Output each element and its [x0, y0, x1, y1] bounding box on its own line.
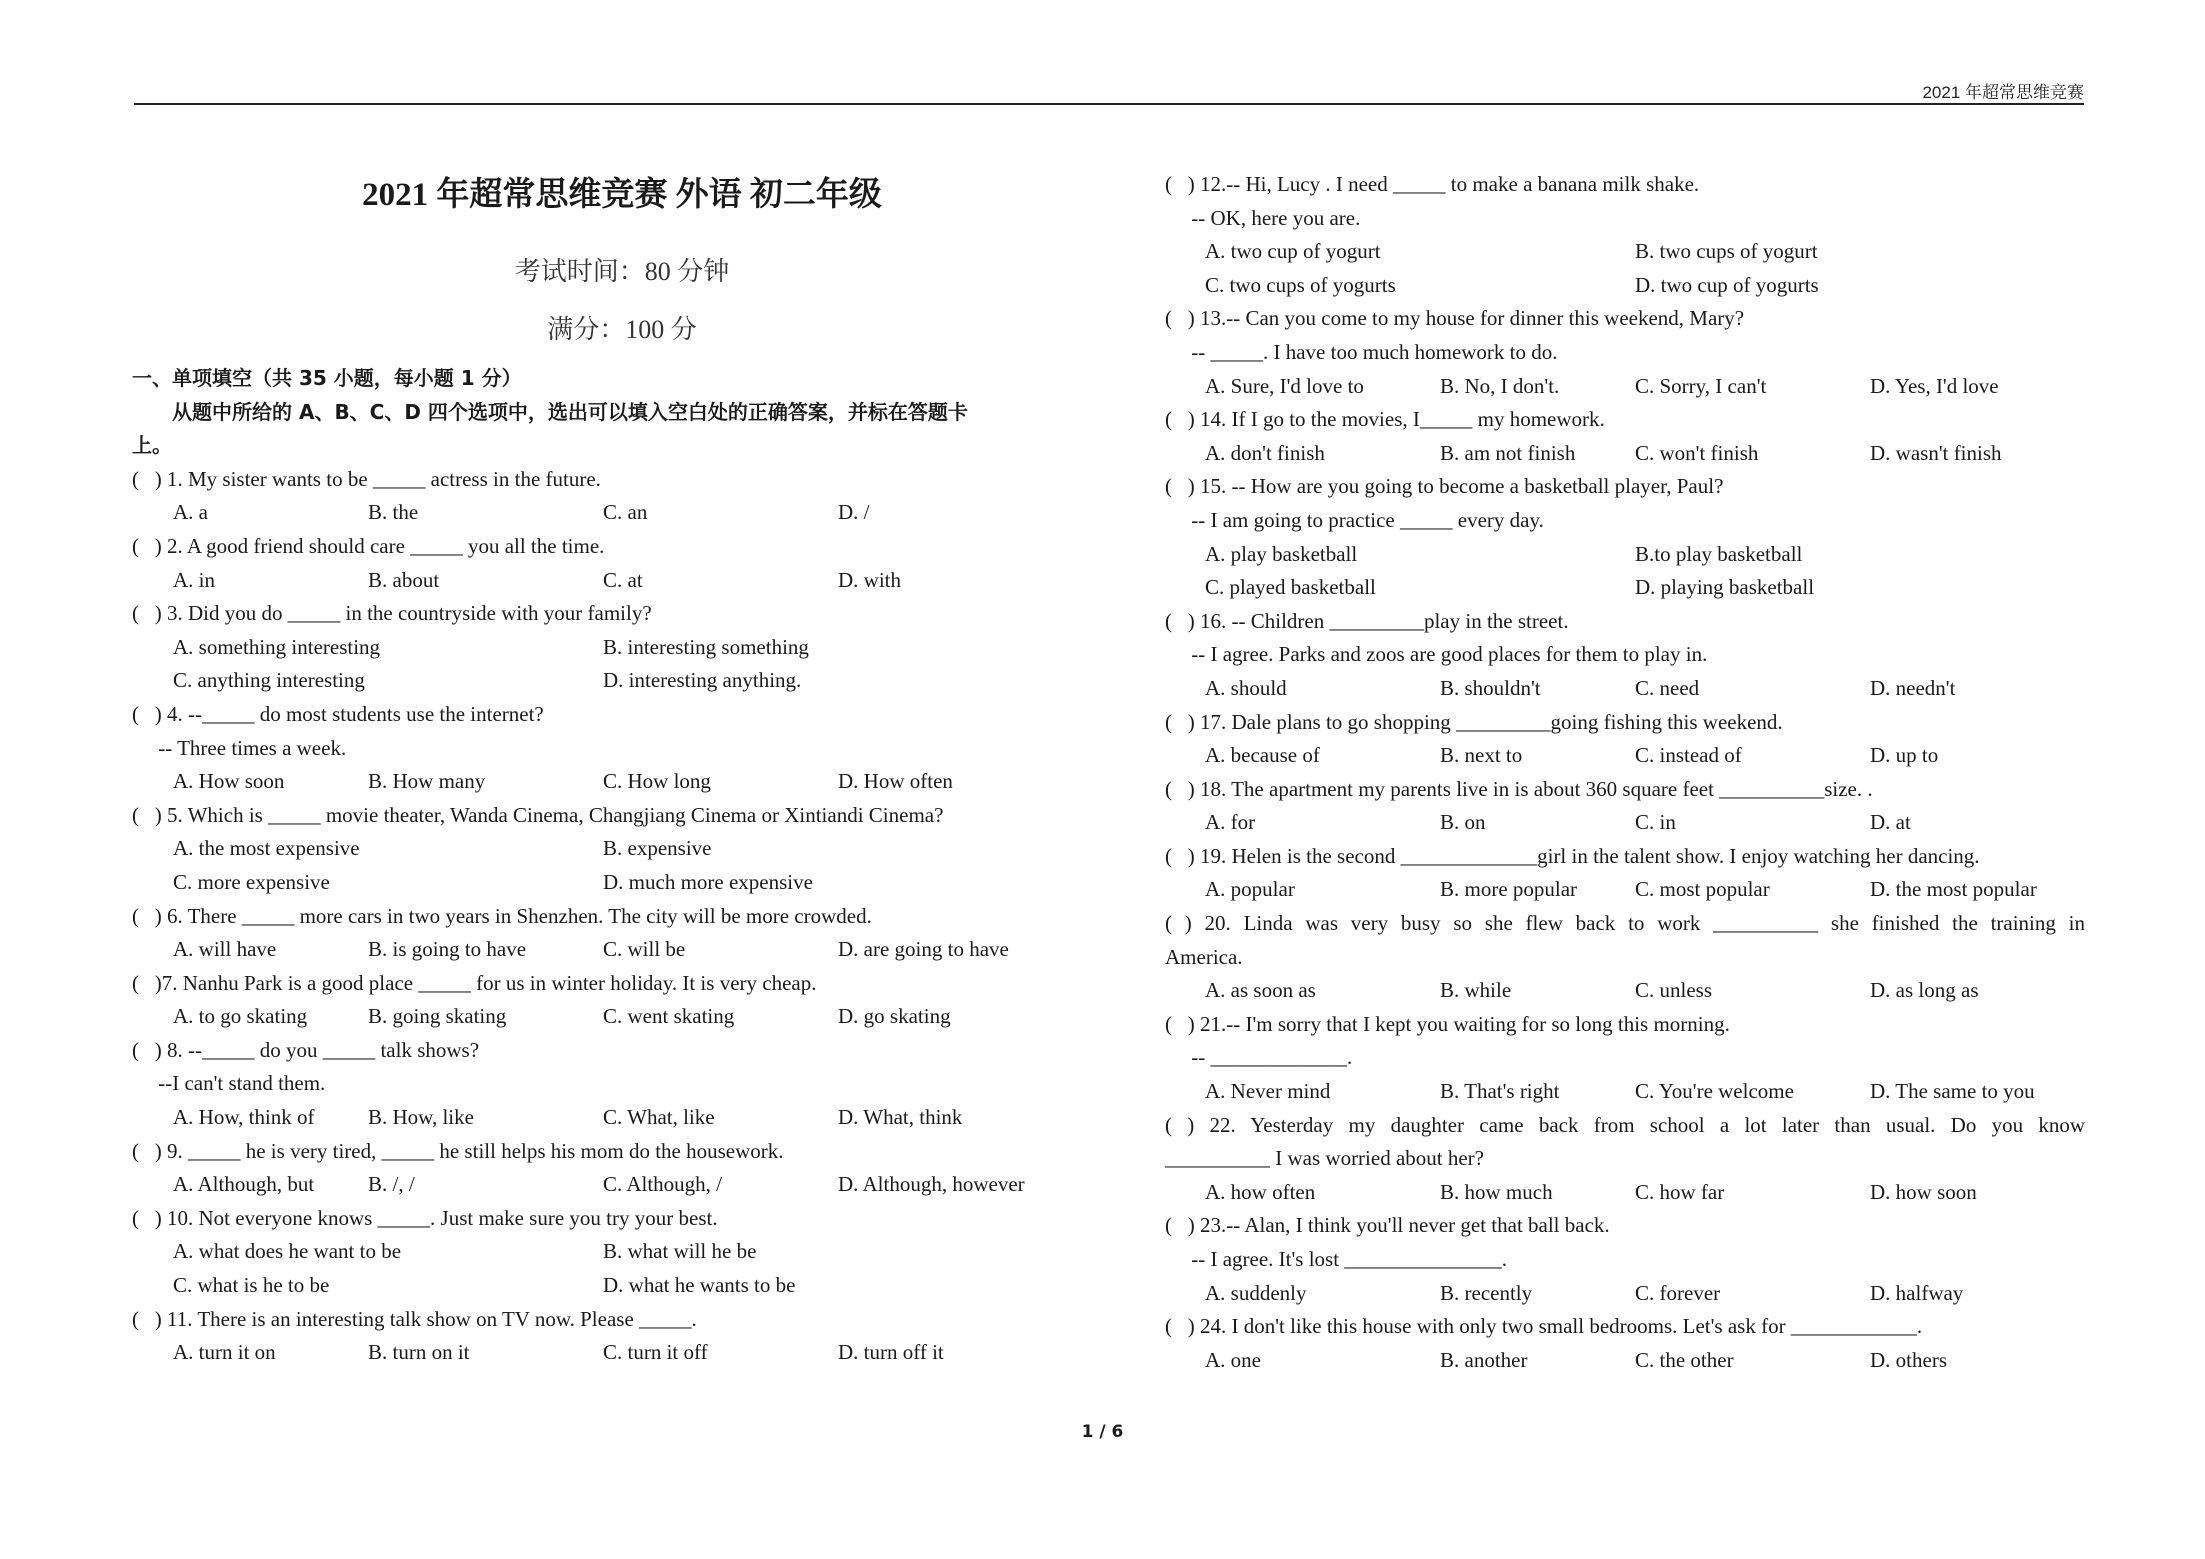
answer-option: B. next to	[1440, 743, 1523, 768]
answer-option: C. more expensive	[173, 869, 330, 894]
answer-option: D. The same to you	[1870, 1079, 2035, 1104]
section-heading: 一、单项填空（共 35 小题，每小题 1 分）	[132, 366, 522, 390]
answer-option: B. another	[1440, 1347, 1528, 1372]
left-column	[132, 168, 1062, 1370]
question-item	[132, 1202, 1062, 1303]
question-item	[132, 1135, 1062, 1202]
answer-option: A. Although, but	[173, 1172, 315, 1197]
answer-option: D. wasn't finish	[1870, 440, 2002, 465]
question-stem: ( ) 20. Linda was very busy so she flew back to work __________ she finished the training in	[1165, 911, 2085, 936]
question-item	[132, 698, 1062, 799]
answer-option: A. two cup of yogurt	[1205, 239, 1381, 264]
answer-option: D. /	[838, 500, 870, 525]
answer-option: C. won't finish	[1635, 440, 1759, 465]
answer-option: D. interesting anything.	[603, 668, 802, 693]
answer-option: A. one	[1205, 1347, 1261, 1372]
exam-score: 满分：100 分	[547, 315, 697, 344]
question-stem: ( ) 12.-- Hi, Lucy . I need _____ to make a banana milk shake.	[1165, 172, 1700, 196]
answer-option: C. an	[603, 500, 648, 525]
running-header: 2021 年超常思维竞赛	[1922, 83, 2084, 102]
answer-option: C. anything interesting	[173, 668, 365, 693]
answer-option: C. most popular	[1635, 877, 1770, 902]
answer-option: D. Although, however	[838, 1172, 1025, 1197]
option-row	[1165, 235, 2085, 269]
question-dialogue-line: --I can't stand them.	[132, 1071, 326, 1096]
answer-option: D. needn't	[1870, 675, 1956, 700]
question-dialogue-line: -- OK, here you are.	[1165, 205, 1361, 230]
answer-option: D. are going to have	[838, 937, 1009, 962]
question-dialogue-line: -- _____. I have too much homework to do.	[1165, 339, 1558, 364]
option-row	[1165, 873, 2085, 907]
question-item	[1165, 907, 2085, 1008]
option-row	[132, 664, 1062, 698]
answer-option: A. How soon	[173, 769, 285, 794]
answer-option: B. interesting something	[603, 634, 809, 659]
question-stem: ( ) 16. -- Children _________play in the street.	[1165, 608, 1569, 633]
answer-option: A. play basketball	[1205, 541, 1358, 566]
option-row	[1165, 370, 2085, 404]
answer-option: A. the most expensive	[173, 836, 360, 861]
answer-option: A. suddenly	[1205, 1280, 1307, 1305]
question-item	[1165, 302, 2085, 403]
answer-option: C. at	[603, 567, 643, 592]
question-stem-cont: America.	[1165, 944, 1243, 969]
answer-option: A. will have	[173, 937, 277, 962]
question-stem: ( ) 17. Dale plans to go shopping _________going fishing this weekend.	[1165, 709, 1783, 734]
answer-option: B. No, I don't.	[1440, 373, 1560, 398]
question-stem: ( ) 24. I don't like this house with only two small bedrooms. Let's ask for ____________.	[1165, 1314, 1923, 1339]
answer-option: A. to go skating	[173, 1004, 308, 1029]
answer-option: C. instead of	[1635, 743, 1742, 768]
question-stem: ( ) 5. Which is _____ movie theater, Wanda Cinema, Changjiang Cinema or Xintiandi Cinema?	[132, 802, 944, 827]
header-rule	[134, 103, 2084, 105]
answer-option: A. should	[1205, 675, 1287, 700]
answer-option: D. How often	[838, 769, 953, 794]
question-stem: ( ) 13.-- Can you come to my house for dinner this weekend, Mary?	[1165, 306, 1745, 331]
answer-option: C. What, like	[603, 1105, 715, 1130]
exam-time: 考试时间：80 分钟	[514, 257, 730, 286]
answer-option: B. two cups of yogurt	[1635, 239, 1818, 264]
question-stem: ( ) 18. The apartment my parents live in is about 360 square feet __________size. .	[1165, 776, 1873, 801]
answer-option: B. /, /	[368, 1172, 415, 1197]
question-item	[1165, 605, 2085, 706]
answer-option: C. Sorry, I can't	[1635, 373, 1767, 398]
question-item	[1165, 1310, 2085, 1377]
answer-option: D. what he wants to be	[603, 1273, 796, 1298]
answer-option: D. with	[838, 567, 901, 592]
option-row	[1165, 437, 2085, 471]
answer-option: D. others	[1870, 1347, 1947, 1372]
left-question-list	[132, 463, 1062, 1370]
answer-option: C. the other	[1635, 1347, 1734, 1372]
answer-option: A. Sure, I'd love to	[1205, 373, 1364, 398]
answer-option: B. how much	[1440, 1179, 1553, 1204]
answer-option: C. how far	[1635, 1179, 1725, 1204]
question-stem: ( ) 11. There is an interesting talk show on TV now. Please _____.	[132, 1306, 697, 1331]
answer-option: C. played basketball	[1205, 575, 1376, 600]
question-item	[1165, 706, 2085, 773]
exam-title: 2021 年超常思维竞赛 外语 初二年级	[362, 177, 882, 213]
answer-option: B. the	[368, 500, 419, 525]
option-row	[132, 1000, 1062, 1034]
question-dialogue-line: -- I agree. It's lost _______________.	[1165, 1247, 1508, 1271]
option-row	[132, 1269, 1062, 1303]
option-row	[132, 496, 1062, 530]
question-item	[132, 967, 1062, 1034]
question-stem: ( ) 23.-- Alan, I think you'll never get that ball back.	[1165, 1213, 1610, 1238]
answer-option: B. more popular	[1440, 877, 1578, 902]
option-row	[1165, 1344, 2085, 1378]
question-stem: ( ) 3. Did you do _____ in the countryside with your family?	[132, 601, 652, 626]
answer-option: B. while	[1440, 978, 1512, 1003]
answer-option: B. shouldn't	[1440, 675, 1541, 700]
question-stem: ( ) 4. --_____ do most students use the internet?	[132, 701, 544, 726]
answer-option: B. going skating	[368, 1004, 507, 1029]
question-item	[132, 1034, 1062, 1135]
answer-option: C. went skating	[603, 1004, 735, 1029]
question-item	[132, 530, 1062, 597]
page-number: 1 / 6	[1081, 1422, 1124, 1442]
answer-option: D. turn off it	[838, 1340, 944, 1365]
question-dialogue-line: -- I am going to practice _____ every day.	[1165, 507, 1544, 532]
answer-option: C. need	[1635, 675, 1700, 700]
option-row	[132, 631, 1062, 665]
option-row	[1165, 538, 2085, 572]
answer-option: C. Although, /	[603, 1172, 723, 1197]
question-item	[1165, 840, 2085, 907]
answer-option: A. something interesting	[173, 634, 381, 659]
answer-option: C. turn it off	[603, 1340, 708, 1365]
answer-option: C. will be	[603, 937, 686, 962]
answer-option: B.to play basketball	[1635, 541, 1803, 566]
answer-option: D. at	[1870, 810, 1911, 835]
question-stem: ( ) 19. Helen is the second _____________girl in the talent show. I enjoy watching her dancing.	[1165, 843, 1980, 868]
question-item	[132, 597, 1062, 698]
answer-option: D. the most popular	[1870, 877, 2037, 902]
option-row	[132, 765, 1062, 799]
question-dialogue-line: -- I agree. Parks and zoos are good places for them to play in.	[1165, 642, 1708, 667]
option-row	[1165, 1176, 2085, 1210]
question-dialogue-line: -- _____________.	[1165, 1045, 1353, 1070]
question-item	[1165, 403, 2085, 470]
answer-option: B. How, like	[368, 1105, 474, 1130]
question-item	[1165, 168, 2085, 302]
question-dialogue-line: -- Three times a week.	[132, 735, 347, 760]
question-item	[1165, 1008, 2085, 1109]
question-stem: ( ) 21.-- I'm sorry that I kept you waiting for so long this morning.	[1165, 1011, 1730, 1036]
answer-option: D. halfway	[1870, 1280, 1964, 1305]
answer-option: B. turn on it	[368, 1340, 470, 1365]
option-row	[1165, 806, 2085, 840]
question-stem: ( ) 22. Yesterday my daughter came back from school a lot later than usual. Do you know	[1165, 1112, 2085, 1137]
answer-option: A. Never mind	[1205, 1079, 1331, 1104]
question-item	[1165, 773, 2085, 840]
option-row	[132, 933, 1062, 967]
answer-option: A. popular	[1205, 877, 1295, 902]
answer-option: C. How long	[603, 769, 711, 794]
question-item	[132, 1303, 1062, 1370]
answer-option: D. playing basketball	[1635, 575, 1815, 600]
option-row	[1165, 269, 2085, 303]
answer-option: A. a	[173, 500, 208, 525]
answer-option: B. expensive	[603, 836, 712, 861]
option-row	[1165, 672, 2085, 706]
answer-option: A. don't finish	[1205, 440, 1325, 465]
question-stem: ( ) 8. --_____ do you _____ talk shows?	[132, 1037, 480, 1062]
question-stem: ( ) 6. There _____ more cars in two years in Shenzhen. The city will be more crowded.	[132, 903, 872, 928]
answer-option: D. how soon	[1870, 1179, 1977, 1204]
answer-option: B. what will he be	[603, 1239, 757, 1264]
answer-option: A. because of	[1205, 743, 1320, 768]
question-stem: ( )7. Nanhu Park is a good place _____ for us in winter holiday. It is very cheap.	[132, 970, 817, 995]
answer-option: C. in	[1635, 810, 1676, 835]
answer-option: A. what does he want to be	[173, 1239, 402, 1264]
answer-option: B. How many	[368, 769, 486, 794]
answer-option: C. You're welcome	[1635, 1079, 1794, 1104]
answer-option: C. what is he to be	[173, 1273, 330, 1298]
option-row	[1165, 1075, 2085, 1109]
answer-option: D. go skating	[838, 1004, 951, 1029]
option-row	[1165, 571, 2085, 605]
answer-option: A. as soon as	[1205, 978, 1316, 1003]
answer-option: B. about	[368, 567, 440, 592]
option-row	[132, 1168, 1062, 1202]
section-instruction: 从题中所给的 A、B、C、D 四个选项中，选出可以填入空白处的正确答案，并标在答题卡	[172, 399, 968, 424]
option-row	[1165, 974, 2085, 1008]
section-instruction-cont: 上。	[132, 433, 172, 458]
answer-option: C. forever	[1635, 1280, 1721, 1305]
answer-option: D. as long as	[1870, 978, 1979, 1003]
option-row	[132, 866, 1062, 900]
answer-option: C. two cups of yogurts	[1205, 272, 1396, 297]
answer-option: B. is going to have	[368, 937, 527, 962]
option-row	[132, 1101, 1062, 1135]
question-stem-cont: __________ I was worried about her?	[1165, 1146, 1484, 1171]
option-row	[1165, 1277, 2085, 1311]
question-stem: ( ) 2. A good friend should care _____ you all the time.	[132, 533, 605, 558]
question-stem: ( ) 1. My sister wants to be _____ actress in the future.	[132, 466, 601, 491]
question-stem: ( ) 10. Not everyone knows _____. Just make sure you try your best.	[132, 1205, 718, 1230]
question-item	[132, 463, 1062, 530]
question-item	[1165, 1109, 2085, 1210]
question-item	[132, 799, 1062, 900]
question-item	[1165, 1209, 2085, 1310]
answer-option: C. unless	[1635, 978, 1713, 1003]
answer-option: B. am not finish	[1440, 440, 1576, 465]
answer-option: A. for	[1205, 810, 1256, 835]
option-row	[132, 1336, 1062, 1370]
question-item	[132, 900, 1062, 967]
answer-option: A. how often	[1205, 1179, 1316, 1204]
question-stem: ( ) 9. _____ he is very tired, _____ he still helps his mom do the housework.	[132, 1138, 784, 1163]
option-row	[132, 1235, 1062, 1269]
question-item	[1165, 470, 2085, 604]
answer-option: A. How, think of	[173, 1105, 315, 1130]
right-column	[1165, 168, 2085, 1377]
question-stem: ( ) 14. If I go to the movies, I_____ my homework.	[1165, 407, 1605, 432]
answer-option: B. recently	[1440, 1280, 1533, 1305]
answer-option: D. up to	[1870, 743, 1939, 768]
option-row	[132, 832, 1062, 866]
answer-option: B. on	[1440, 810, 1486, 835]
answer-option: D. What, think	[838, 1105, 963, 1130]
option-row	[132, 564, 1062, 598]
answer-option: D. two cup of yogurts	[1635, 272, 1819, 297]
answer-option: D. Yes, I'd love	[1870, 373, 1999, 398]
right-question-list	[1165, 168, 2085, 1377]
answer-option: D. much more expensive	[603, 869, 813, 894]
option-row	[1165, 739, 2085, 773]
answer-option: B. That's right	[1440, 1079, 1560, 1104]
answer-option: A. turn it on	[173, 1340, 276, 1365]
answer-option: A. in	[173, 567, 215, 592]
question-stem: ( ) 15. -- How are you going to become a basketball player, Paul?	[1165, 474, 1724, 499]
